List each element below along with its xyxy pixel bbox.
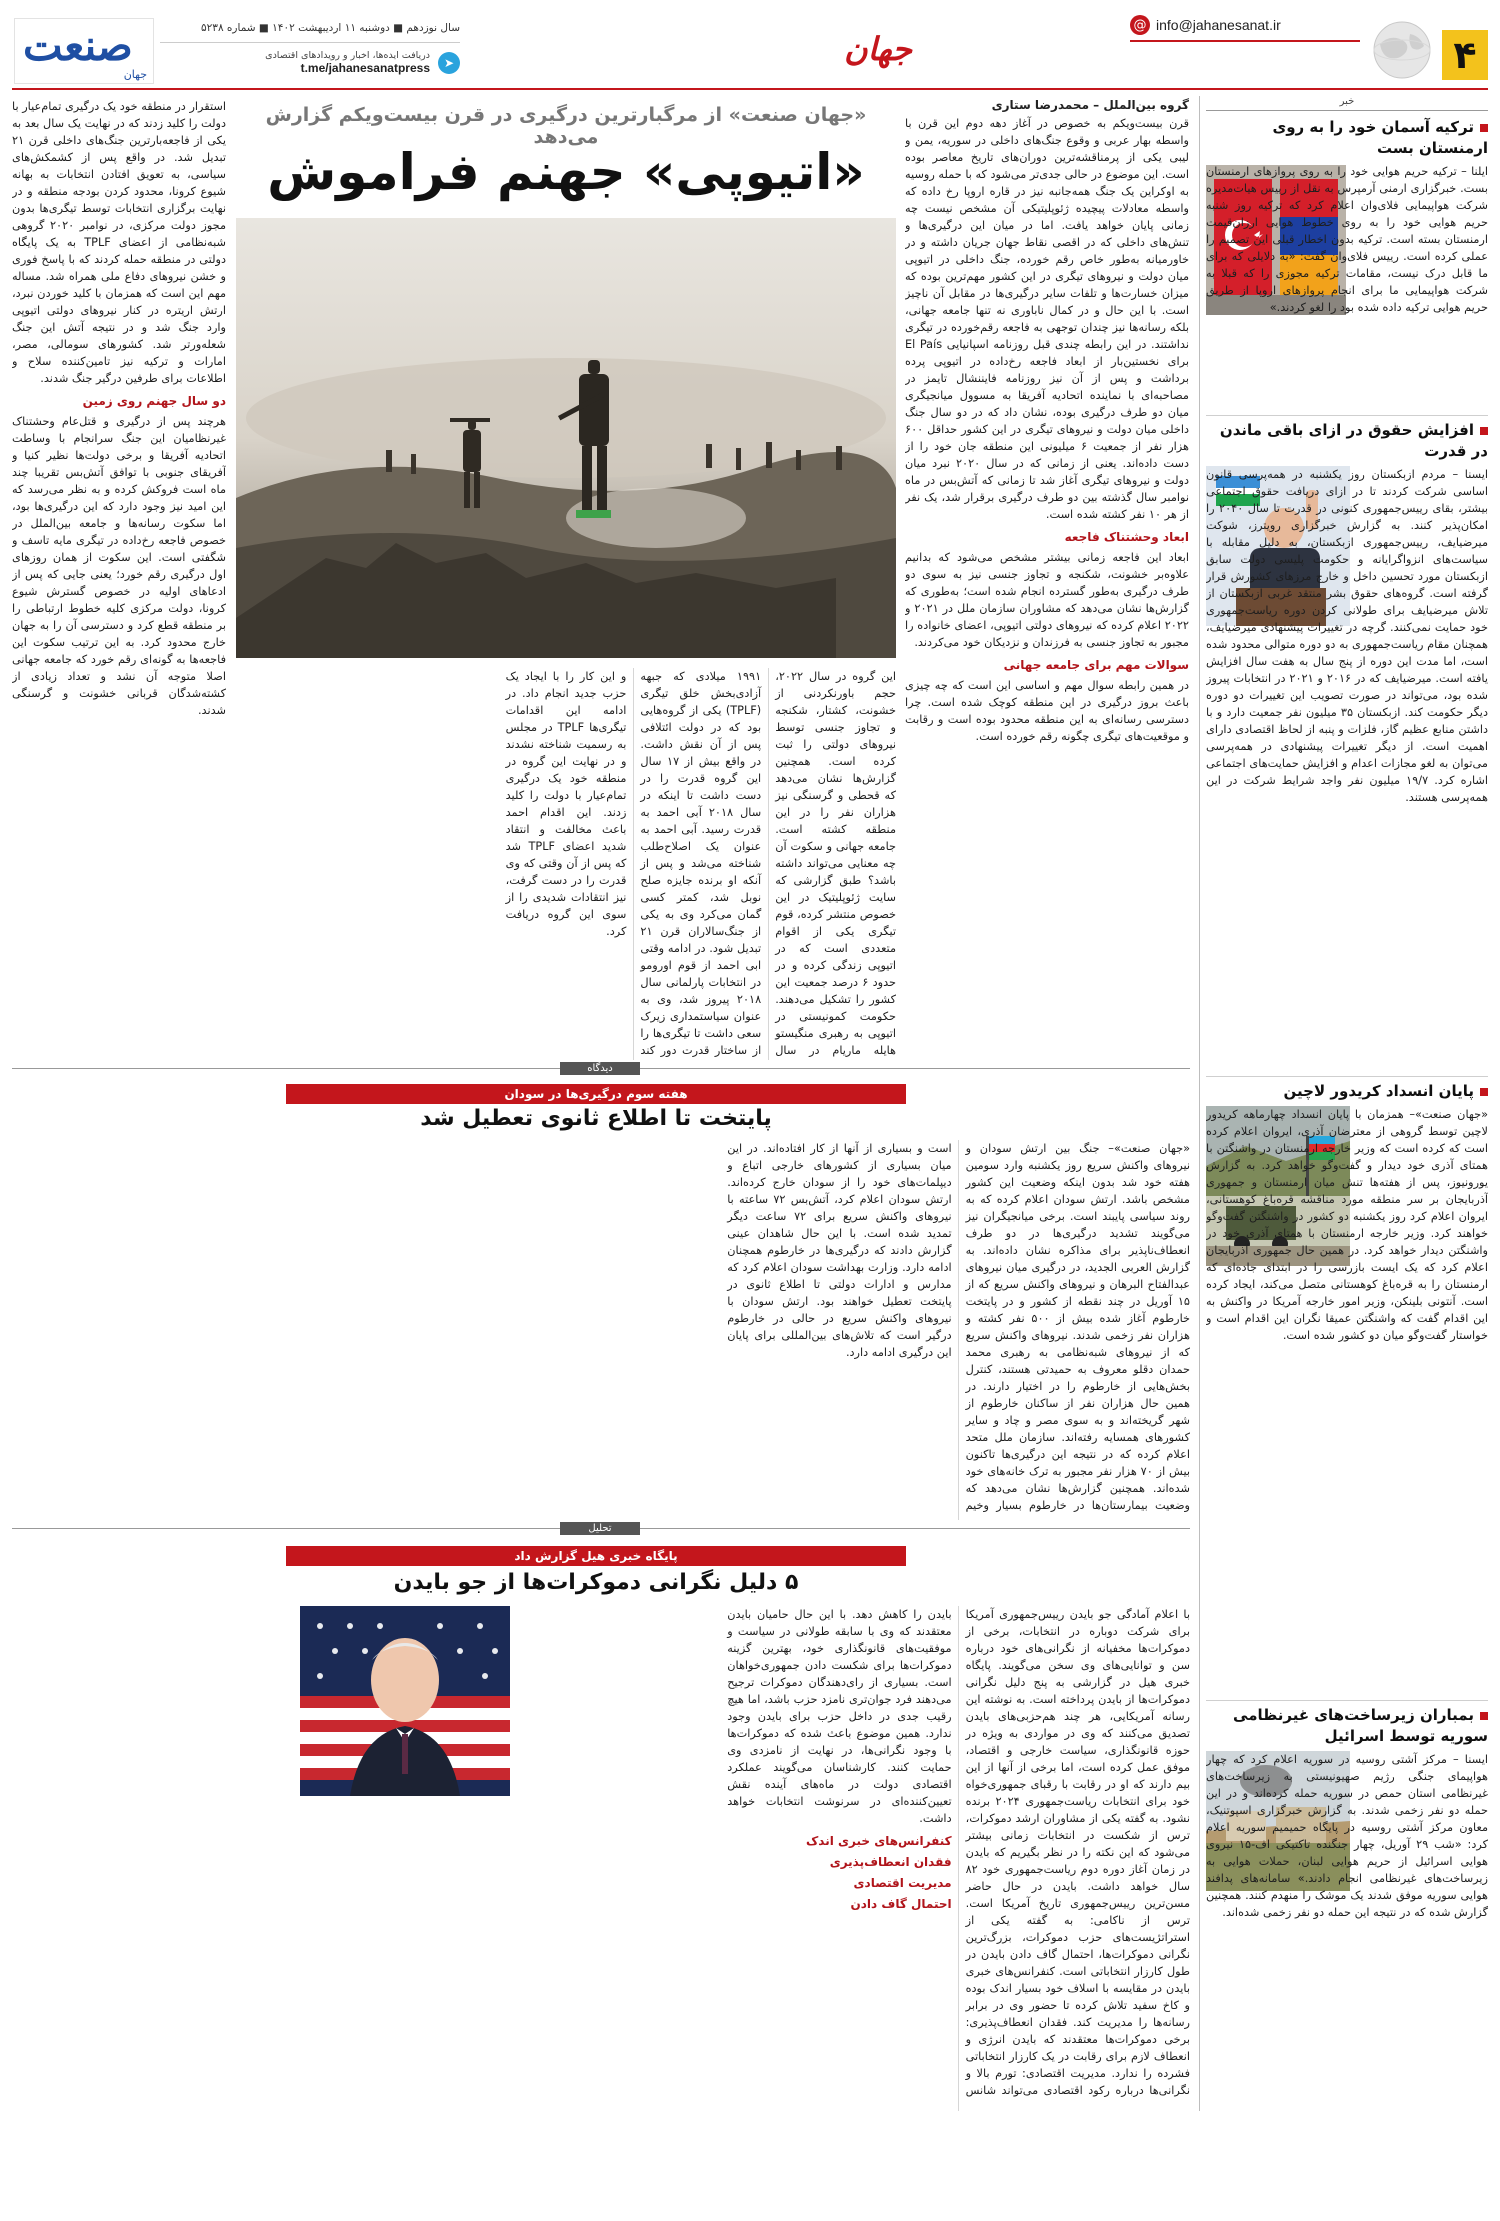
telegram-caption: دریافت ایده‌ها، اخبار و رویدادهای اقتصادی [265, 50, 430, 61]
section-title: جهان [844, 30, 912, 68]
masthead [0, 0, 1500, 92]
email-underline [1130, 40, 1360, 42]
lead-headline: «اتیوپی» جهنم فراموش [267, 143, 865, 201]
sidebar-body: ایسنا – مرکز آشتی روسیه در سوریه اعلام کرد که چهار هواپیمای جنگی رژیم صهیونیستی به زیرساخت‌های غیرنظامی استان حمص در سوریه حمله کرده‌اند و در این حمله دو نفر زخمی شدند. به گزارش خبرگزاری اسپوتنیک، معاون مرکز آشتی روسیه در پایگاه حمیمیم سوریه اعلام کرد: «شب ۲۹ آوریل، چهار جنگنده تاکتیکی اف-۱۵ نیروی هوایی اسرائیل از حریم هوایی لبنان، حملات هوایی به زیرساخت‌های غیرنظامی انجام دادند.» سامانه‌های پدافند هوایی سوریه موفق شدند یک موشک را منهدم کنند. همچنین گزارش شده که در نتیجه این حمله دو نفر زخمی شده‌اند. [1206, 1753, 1488, 1919]
biden-paragraph: با اعلام آمادگی جو بایدن رییس‌جمهوری آمریکا برای شرکت دوباره در انتخابات، برخی از دموکرات‌ها مخفیانه از نگرانی‌های خود درباره سن و توانایی‌های وی سخن می‌گویند. پایگاه خبری هیل در گزارشی به پنج دلیل نگرانی دموکرات‌ها از بایدن پرداخته است. به نوشته این رسانه آمریکایی، هر چند هم‌حزبی‌های بایدن تصدیق می‌کنند که وی در مواردی به ویژه در حوزه قانونگذاری، سیاست خارجی و اقتصاد، موفق عمل کرده است، اما برخی از آنها از این بیم دارند که او در رقابت با رقبای جمهوری‌خواه خود برای انتخابات ریاست‌جمهوری ۲۰۲۴ برنده نشود. به گفته یکی از مشاوران ارشد دموکرات، ترس از شکست در انتخابات زمانی بیشتر می‌شود که این نکته را در نظر بگیریم که بایدن در زمان آغاز دوره دوم ریاست‌جمهوری خود ۸۲ سال خواهد داشت. بایدن در حال حاضر مسن‌ترین رییس‌جمهوری تاریخ آمریکا است. ترس از ناکامی: به گفته یکی از استراتژیست‌های حزب دموکرات، بزرگ‌ترین نگرانی دموکرات‌ها، احتمال گاف دادن بایدن در طول کارزار انتخاباتی است. کنفرانس‌های خبری بایدن در مقایسه با اسلاف خود بسیار اندک بوده و کاخ سفید تلاش کرده تا حضور وی در برابر رسانه‌ها را مدیریت کند. فقدان انعطاف‌پذیری: برخی دموکرات‌ها معتقدند که بایدن انرژی و انعطاف لازم برای رقابت در یک کارزار انتخاباتی فشرده را ندارد. مدیریت اقتصادی: تورم بالا و نگرانی‌ها درباره رکود اقتصادی می‌تواند شانس بایدن را کاهش دهد. با این حال حامیان بایدن معتقدند که وی با سابقه طولانی در سیاست و موفقیت‌های قانونگذاری خود، بهترین گزینه دموکرات‌ها برای شکست دادن جمهوری‌خواهان است. بسیاری از رای‌دهندگان دموکرات ترجیح می‌دهند فرد جوان‌تری نامزد حزب باشد، اما هیچ رقیب جدی در داخل حزب برای بایدن وجود ندارد. همین موضوع باعث شده که دموکرات‌ها با وجود نگرانی‌ها، در نهایت از نامزدی وی حمایت کنند. کارشناسان می‌گویند عملکرد اقتصادی دولت در ماه‌های آینده نقش تعیین‌کننده‌ای در سرنوشت انتخابات خواهد داشت. [727, 1608, 1190, 2097]
sidebar-headline: ترکیه آسمان خود را به روی ارمنستان بست [1206, 117, 1488, 159]
lead-bottom-columns [236, 668, 896, 1060]
lead-paragraph: هرچند پس از درگیری و قتل‌عام وحشتناک غیرنظامیان این جنگ سرانجام با وساطت اتحادیه آفریقا و برخی دولت‌ها نظیر کنیا و آفریقای جنوبی با توافق آتش‌بس تقریبا چند ماه است فروکش کرده و به نظر می‌رسد که این امید نیز وجود دارد که این درگیری‌ها بود، اما سکوت رسانه‌ها و جامعه بین‌الملل در خصوص فاجعه رخ‌داده در تیگری مایه تاسف و شگفتی است. این سکوت از همان روزهای اول درگیری رقم خورد؛ یعنی جایی که پس از ادعاهای اولیه در خصوص گسترش شیوع کرونا، دولت مرکزی کلیه خطوط ارتباطی را بر منطقه قطع کرد و دسترسی آن را به جهان خارج محدود کرد. به این ترتیب سکوت این فاجعه‌ها به گونه‌ای رقم خورد که جامعه جهانی اصلا متوجه آن نشد و تعداد زیادی از کشته‌شدگان قربانی خشونت و گرسنگی شدند. [12, 415, 226, 717]
lead-paragraph: در همین رابطه سوال مهم و اساسی این است که چه چیزی باعث بروز درگیری در این منطقه کوچک شده است. چرا دسترسی رسانه‌ای به این منطقه محدود بوده است و رقابت و موقعیت‌های تیگری چگونه رقم خورده است. [905, 679, 1189, 743]
page-number-box [1442, 30, 1488, 80]
biden-headline: ۵ دلیل نگرانی دموکرات‌ها از جو بایدن [393, 1570, 799, 1595]
sudan-headline: پایتخت تا اطلاع ثانوی تعطیل شد [420, 1106, 772, 1131]
masthead-divider [12, 88, 1488, 90]
biden-body-text [12, 1606, 1190, 2111]
lead-paragraph: قرن بیست‌ویکم به خصوص در آغاز دهه دوم این قرن با واسطه بهار عربی و وقوع جنگ‌های داخلی در سوریه، یمن و لیبی یکی از پرمناقشه‌ترین دوران‌های تاریخ معاصر بوده است. این موضوع در حالی جدی‌تر می‌شود که با حمله روسیه به اوکراین یک جنگ همه‌جانبه نیز در قاره اروپا رخ داده که واسطه معادلات پیچیده ژئوپلیتیکی آن مشخص نیست چه زمانی پایان خواهد یافت. اما در میان این درگیری‌ها و تنش‌های داخلی که در اقصی نقاط جهان جریان داشته و در خاورمیانه به‌طور خاص رقم خورده، جنگ داخلی در اتیوپی میان دولت و نیروهای تیگری در این کشور مهم‌ترین بوده که میزان خسارت‌ها و تلفات سایر درگیری‌ها در مقابل آن ناچیز است. با این حال و در کمال ناباوری نه تنها جامعه جهانی، بلکه رسانه‌ها نیز چندان توجهی به فاجعه رقم‌خورده در تیگری نداشتند. در این رابطه چندی قبل روزنامه اسپانیایی El País برای نخستین‌بار از ابعاد فاجعه رخ‌داده در اتیوپی پرده برداشت و پس از آن نیز روزنامه فایننشال تایمز در مصاحبه‌ای با نماینده اتحادیه آفریقا به مسوول میانجیگری میان دو طرف درگیری بوده، نشان داد که در دو سال جنگ داخلی میان دولت و نیروهای تیگری در این کشور حداقل ۶۰۰ هزار نفر از جمعیت ۶ میلیونی این منطقه جان خود را از دست داده‌اند. یعنی از زمانی که در سال ۲۰۲۰ نبرد میان دولت و نیروهای تیگری آغاز شد تا زمانی که آتش‌بس در ماه نوامبر سال گذشته بین دو طرف درگیری برقرار شد، یک نفر از هر ۱۰ نفر کشته شده است. [905, 117, 1189, 521]
sidebar [1206, 96, 1488, 2111]
lead-paragraph: ابعاد این فاجعه زمانی بیشتر مشخص می‌شود که بدانیم علاوه‌بر خشونت، شکنجه و تجاوز جنسی نیز به سوی دو طرف درگیری به‌طور گسترده انجام شده است؛ به‌طوری که گزارش‌ها نشان می‌دهد که مشاوران سازمان ملل در ۲۰۲۱ و ۲۰۲۲ اعلام کرده که نیروهای دولتی اتیوپی، اعضای خانواده را مجبور به تجاوز جنسی به فرزندان و نزدیکان خود می‌کردند. [905, 551, 1189, 649]
sidebar-news-turkey [1206, 117, 1488, 416]
issue-line: سال نوزدهم ■ دوشنبه ۱۱ اردیبهشت ۱۴۰۲ ■ شماره ۵۲۳۸ [201, 22, 460, 34]
telegram-icon: ➤ [438, 52, 460, 74]
lead-paragraph: استقرار در منطقه خود یک درگیری تمام‌عیار با دولت را کلید زدند که در نهایت یک سال بعد به یکی از فاجعه‌بارترین جنگ‌های داخلی قرن ۲۱ تبدیل شد. در واقع پس از کشمکش‌های سیاسی، به تعویق افتادن انتخابات به بهانه شیوع کرونا، محدود کردن بودجه منطقه و در نهایت برگزاری انتخابات توسط تیگری‌ها بدون مجوز دولت مرکزی، در نوامبر ۲۰۲۰ گروهی شبه‌نظامی از اعضای TPLF به یک پایگاه دولتی در منطقه حمله کردند که با پاسخ فوری و خشن نیروهای دفاع ملی همراه شد. مساله مهم این است که همزمان با کلید خوردن نبرد، ارتش اریتره در کنار نیروهای دولتی اتیوپی وارد جنگ شد و در نتیجه آتش این جنگ شعله‌ورتر شد. کشورهای سومالی، مصر، امارات و ترکیه نیز تامین‌کننده سلاح و اطلاعات برای طرفین درگیر جنگ شدند. [12, 100, 226, 385]
lead-kicker: «جهان صنعت» از مرگبارترین درگیری در قرن بیست‌ویکم گزارش می‌دهد [265, 104, 867, 148]
sidebar-headline: افزایش حقوق در ازای باقی ماندن در قدرت [1206, 420, 1488, 462]
sidebar-news-uzbekistan [1206, 420, 1488, 1077]
telegram-link[interactable]: t.me/jahanesanatpress [300, 61, 430, 75]
sidebar-headline: پایان انسداد کریدور لاچین [1206, 1081, 1488, 1102]
sidebar-body: ایسنا – مردم ازبکستان روز یکشنبه در همه‌پرسی قانون اساسی شرکت کردند تا در ازای دریافت حقوق اجتماعی بیشتر، بقای رییس‌جمهوری کنونی در قدرت تا سال ۲۰۴۰ را امکان‌پذیر کنند. به گزارش خبرگزاری رویترز، شوکت میرضیایف، رییس‌جمهوری ازبکستان، به دلیل مقابله با سیاست‌های انزواگرایانه و حکومت پلیسی دولت سابق ازبکستان مورد تحسین داخل و خارج مرزهای کشورش قرار گرفته است. گروه‌های حقوق بشر منتقد غربی ازبکستان از تلاش میرضیایف برای طولانی کردن دوره ریاست‌جمهوری خود حمایت نمی‌کنند. گرچه در تغییرات پیشنهادی میرضیایف، همچنان مقام ریاست‌جمهوری به دو دوره متوالی محدود شده است، اما مدت این دوره از پنج سال به هفت سال افزایش یافته است. میرضیایف که در ۲۰۱۶ و ۲۰۲۱ در انتخابات پیروز شده بود، می‌تواند در صورت تصویب این تغییرات دو دوره دیگر حکومت کند. ازبکستان ۳۵ میلیون نفر جمعیت دارد و با داشتن منابع عظیم گاز، فلزات و پنبه از لحاظ اقتصادی دارای اهمیت است. از دیگر تغییرات پیشنهادی در همه‌پرسی می‌توان به لغو مجازات اعدام و افزایش حمایت‌های اجتماعی اشاره کرد. ۱۹/۷ میلیون نفر واجد شرایط شرکت در این همه‌پرسی هستند. [1206, 468, 1488, 804]
sidebar-label: خبر [1206, 96, 1488, 111]
biden-tag: تحلیل [560, 1522, 640, 1535]
telegram-block[interactable] [160, 42, 460, 82]
globe-icon [1366, 18, 1438, 82]
sidebar-news-syria [1206, 1705, 1488, 2221]
email-block[interactable] [1130, 12, 1360, 38]
email-icon: @ [1130, 15, 1150, 35]
sudan-body-text [12, 1140, 1190, 1520]
sudan-tag: دیدگاه [560, 1062, 640, 1075]
sidebar-news-lachin [1206, 1081, 1488, 1701]
email-text[interactable]: info@jahanesanat.ir [1156, 17, 1281, 33]
lead-subhead: سوالات مهم برای جامعه جهانی [1003, 658, 1189, 672]
biden-subhead: فقدان انعطاف‌پذیری [829, 1855, 952, 1869]
biden-subhead: کنفرانس‌های خبری اندک [806, 1834, 952, 1848]
ethiopia-soldiers-photo [236, 218, 896, 658]
sidebar-headline: بمباران زیرساخت‌های غیرنظامی سوریه توسط اسرائیل [1206, 1705, 1488, 1747]
biden-kicker-bar [286, 1546, 906, 1566]
lead-col-right [905, 98, 1189, 1058]
page-number: ۴ [1453, 33, 1477, 77]
logo-text: صنعت [23, 21, 133, 70]
lead-col-left [12, 98, 226, 1058]
newspaper-logo [14, 18, 154, 84]
sidebar-body: «جهان صنعت»– همزمان با پایان انسداد چهارماهه کریدور لاچین توسط گروهی از معترضان آذری، ایروان اعلام کرده است که کرده است که وزیر خارجه ارمنستان در واشنگتن با همتای آذری خود دیدار و گفت‌وگو خواهد کرد. به گزارش یورونیوز، پس از هفته‌ها تنش میان ارمنستان و جمهوری آذربایجان بر سر منطقه مورد مناقشه قره‌باغ کوهستانی، ایروان اعلام کرد روز یکشنبه دو کشور در واشنگتن گفت‌وگو خواهند کرد. وزیر خارجه ارمنستان با همتای آذری خود در واشنگتن دیدار خواهد کرد. در همین حال جمهوری آذربایجان اعلام کرد که یک ایست بازرسی را در ابتدای جاده‌ای که ارمنستان را به قره‌باغ کوهستانی متصل می‌کند، ایجاد کرده است. آنتونی بلینکن، وزیر امور خارجه آمریکا در واکنش به این اقدام گفت که واشنگتن عمیقا نگران این اقدام است و خواستار گفت‌وگو میان دو کشور شده است. [1206, 1108, 1488, 1342]
lead-paragraph: این گروه در سال ۲۰۲۲، حجم باورنکردنی از خشونت، کشتار، شکنجه و تجاوز جنسی توسط نیروهای دولتی را ثبت کرده است. همچنین گزارش‌ها نشان می‌دهد که قحطی و گرسنگی نیز هزاران نفر را در این منطقه کشته است. جامعه جهانی و سکوت آن چه معنایی می‌تواند داشته باشد؟ طبق گزارشی که سایت ژئوپلیتیک در این خصوص منتشر کرده، قوم تیگری یکی از اقوام متعددی است که در اتیوپی زندگی کرده و در حدود ۶ درصد جمعیت این کشور را تشکیل می‌دهند. حکومت کمونیستی در اتیوپی به رهبری منگیستو هایله ماریام در سال ۱۹۹۱ میلادی که جبهه آزادی‌بخش خلق تیگری (TPLF) یکی از گروه‌هایی بود که در دولت ائتلافی پس از آن نقش داشت. در واقع بیش از ۱۷ سال این گروه قدرت را در دست داشت تا اینکه در سال ۲۰۱۸ آبی احمد به قدرت رسید. آبی احمد به عنوان یک اصلاح‌طلب شناخته می‌شد و پس از آنکه او برنده جایزه صلح نوبل شد، کمتر کسی گمان می‌کرد وی به یکی از جنگ‌سالاران قرن ۲۱ تبدیل شود. در ادامه وقتی ابی احمد از قوم اورومو در انتخابات پارلمانی سال ۲۰۱۸ پیروز شد، وی به عنوان سیاستمداری زیرک سعی داشت تا تیگری‌ها را از ساختار قدرت دور کند و این کار را با ایجاد یک حزب جدید انجام داد. در ادامه این اقدامات تیگری‌ها TPLF در مجلس به رسمیت شناخته نشدند و در نهایت این گروه در منطقه خود یک درگیری تمام‌عیار با دولت را کلید زدند. این اقدام احمد باعث مخالفت و انتقاد شدید اعضای TPLF شد که پس از آن وقتی که وی قدرت را در دست گرفت، نیز انتقادات شدیدی را از سوی این گروه دریافت کرد. [505, 670, 896, 1057]
sidebar-body: ایلنا – ترکیه حریم هوایی خود را به روی پروازهای ارمنستان بست. خبرگزاری ارمنی آرمپرس به نقل از رییس هیات‌مدیره شرکت هواپیمایی فلای‌وان اعلام کرد که ترکیه روز شنبه حریم هوایی خود را به روی خطوط هوایی ارزان‌قیمت ارمنستان بسته است. ترکیه بدون اخطار قبلی این تصمیم را عملی کرده است. رییس فلای‌وان گفت: «به دلایلی که برای ما قابل درک نیست، مقامات ترکیه مجوزی را که قبلا به شرکت هواپیمایی ما برای انجام پروازهای اروپا از طریق حریم هوایی ترکیه داده شده بود را لغو کردند.» [1206, 165, 1488, 314]
lead-byline: گروه بین‌الملل – محمدرضا ستاری [991, 98, 1189, 112]
logo-sub: جهان [123, 68, 147, 81]
sudan-paragraph: «جهان صنعت»– جنگ بین ارتش سودان و نیروهای واکنش سریع روز یکشنبه وارد سومین هفته خود شد بدون اینکه وضعیت این کشور مشخص باشد. ارتش سودان اعلام کرده که به روند سیاسی پایبند است. برخی میانجیگران نیز می‌گویند تشدید درگیری‌ها در دو طرف انعطاف‌ناپذیر برای مذاکره نشان داده‌اند. به گزارش العربی الجدید، در درگیری میان نیروهای عبدالفتاح البرهان و نیروهای واکنش سریع که از ۱۵ آوریل در چند نقطه از کشور و در پایتخت خارطوم آغاز شده بیش از ۵۰۰ نفر کشته و هزاران نفر زخمی شدند. نیروهای واکنش سریع که از نیروهای شبه‌نظامی به رهبری محمد حمدان دقلو معروف به حمیدتی هستند، کنترل بخش‌هایی از خارطوم را در اختیار دارند. در همین حال هزاران نفر از ساکنان خارطوم از شهر گریخته‌اند و به سوی مصر و چاد و سایر کشورهای همسایه رفته‌اند. سازمان ملل متحد اعلام کرده که در نتیجه این درگیری‌ها تاکنون بیش از ۷۰ هزار نفر مجبور به ترک خانه‌های خود شده‌اند. همچنین گزارش‌ها نشان می‌دهد که وضعیت بیمارستان‌ها در خارطوم بسیار وخیم است و بسیاری از آنها از کار افتاده‌اند. در این میان بسیاری از کشورهای خارجی اتباع و دیپلمات‌های خود را از سودان خارج کرده‌اند. ارتش سودان اعلام کرد، آتش‌بس ۷۲ ساعته با نیروهای واکنش سریع برای ۷۲ ساعت دیگر تمدید شده است. با این حال شاهدان عینی گزارش دادند که درگیری‌ها در خارطوم همچنان ادامه دارد. وزارت بهداشت سودان اعلام کرد که مدارس و ادارات دولتی تا اطلاع ثانوی در پایتخت تعطیل خواهند بود. ارتش سودان با نیروهای واکنش سریع در حالی در خارطوم درگیر است که تلاش‌های بین‌المللی برای پایان این درگیری ادامه دارد. [727, 1142, 1190, 1512]
lead-subhead: ابعاد وحشتناک فاجعه [1064, 530, 1189, 544]
sidebar-divider [1199, 96, 1200, 2111]
sudan-kicker: هفته سوم درگیری‌ها در سودان [504, 1087, 688, 1101]
biden-kicker: پایگاه خبری هیل گزارش داد [514, 1549, 678, 1563]
biden-subhead: احتمال گاف دادن [850, 1897, 952, 1911]
lead-subhead: دو سال جهنم روی زمین [82, 394, 226, 408]
biden-subhead: مدیریت اقتصادی [853, 1876, 952, 1890]
